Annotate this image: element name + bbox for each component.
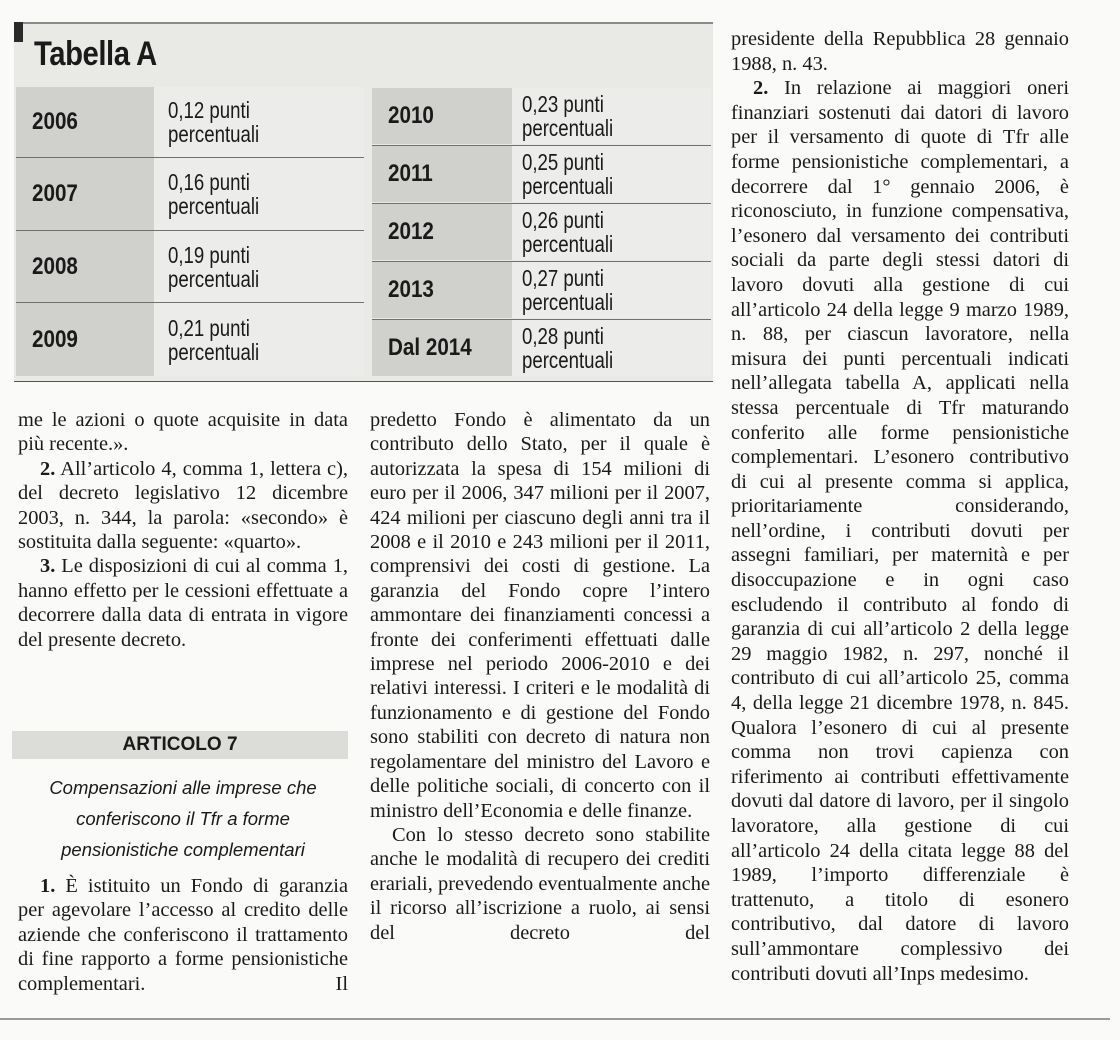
paragraph <box>18 874 348 996</box>
article-subtitle: Compensazioni alle imprese che conferiscono il Tfr a forme pensionistiche complementari <box>49 777 317 860</box>
table-bottom-rule <box>14 381 713 382</box>
table-row <box>372 262 711 318</box>
year-cell: 2011 <box>372 146 512 202</box>
table-row <box>372 320 711 376</box>
paragraph-text: In relazione ai maggiori oneri finanziari sostenuti dai datori di lavoro per il versamento di quote di Tfr alle forme pensionistiche complementari, a decorrere dal 1° gennaio 2006, è riconosciuto, in funzione compensativa, l’esonero dal versamento dei contributi sociali da parte degli stessi datori di lavoro dovuti alla gestione di cui all’articolo 24 della legge 9 marzo 1989, n. 88, per ciascun lavoratore, nella misura dei punti percentuali indicati nell’allegata tabella A, applicati nella stessa percentuale di Tfr maturando conferito alle forme pensionistiche complementari. L’esonero contributivo di cui al presente comma si applica, prioritariamente considerando, nell’ordine, i contributi dovuti per assegni familiari, per maternità e per disoccupazione e in ogni caso escludendo il contributo al fondo di garanzia di cui all’articolo 2 della legge 29 maggio 1982, n. 297, nonché il contributo di cui all’articolo 25, comma 4, della legge 21 dicembre 1978, n. 845. Qualora l’esonero di cui al presente comma non trovi capienza con riferimento ai contributi effettivamente dovuti dal datore di lavoro, per il singolo lavoratore, alla gestione di cui all’articolo 24 della citata legge 88 del 1989, l’importo differenziale è trattenuto, a titolo di esonero contributivo, dal datore di lavoro sull’ammontare complessivo dei contributi dovuti all’Inps medesimo. <box>731 77 1069 985</box>
year-cell: 2009 <box>16 303 154 376</box>
table-row <box>372 88 711 144</box>
column-3 <box>731 27 1069 986</box>
table-row <box>372 146 711 202</box>
paragraph <box>731 76 1069 986</box>
paragraph: predetto Fondo è alimentato da un contributo dello Stato, per il quale è autorizzata la spesa di 154 milioni di euro per il 2006, 347 milioni per il 2007, 424 milioni per ciascuno degli anni tra il 2008 e il 2010 e 243 milioni per il 2011, comprensivi dei costi di gestione. La garanzia del Fondo copre l’intero ammontare dei finanziamenti concessi a fronte dei conferimenti effettuati dalle imprese nel periodo 2006-2010 e dei relativi interessi. I criteri e le modalità di funzionamento e di gestione del Fondo sono stabiliti con decreto di natura non regolamentare del ministro del Lavoro e delle politiche sociali, di concerto con il ministro dell’Economia e delle finanze. <box>370 409 710 822</box>
year-cell: 2012 <box>372 204 512 260</box>
paragraph: me le azioni o quote acquisite in data più recente.». <box>18 409 348 456</box>
table-title: Tabella A <box>34 35 157 73</box>
value-cell: 0,19 punti percentuali <box>154 231 364 302</box>
tabella-a <box>14 22 713 382</box>
value-cell: 0,23 punti percentuali <box>512 88 711 144</box>
value-cell: 0,16 punti percentuali <box>154 158 364 230</box>
column-1-continued <box>18 874 348 996</box>
article-heading: ARTICOLO 7 <box>12 731 348 759</box>
value-cell: 0,25 punti percentuali <box>512 146 711 202</box>
paragraph: Con lo stesso decreto sono stabilite anche le modalità di recupero dei crediti erariali, prevedendo eventualmente anche il ricorso all’iscrizione a ruolo, ai sensi del decreto del <box>370 823 710 944</box>
paragraph-number: 3. <box>40 555 56 578</box>
paragraph-text: Le disposizioni di cui al comma 1, hanno effetto per le cessioni effettuate a decorrere dalla data di entrata in vigore del presente decreto. <box>18 555 348 651</box>
year-cell: 2006 <box>16 87 154 157</box>
paragraph-number: 2. <box>40 457 56 480</box>
value-cell: 0,28 punti percentuali <box>512 320 711 376</box>
paragraph-text: All’articolo 4, comma 1, lettera c), del decreto legislativo 12 dicembre 2003, n. 344, la parola: «secondo» è sostituita dalla seguente: «quarto». <box>18 457 348 554</box>
bottom-rule <box>0 1018 1110 1020</box>
paragraph-number: 1. <box>40 875 56 897</box>
paragraph-text: È istituito un Fondo di garanzia per agevolare l’accesso al credito delle aziende che conferiscono il trattamento di fine rapporto a forme pensionistiche complementari. Il <box>18 875 348 995</box>
year-cell: 2013 <box>372 262 512 318</box>
paragraph <box>18 457 348 555</box>
value-cell: 0,27 punti percentuali <box>512 262 711 318</box>
column-1 <box>18 408 348 652</box>
table-row <box>16 231 364 302</box>
value-cell: 0,26 punti percentuali <box>512 204 711 260</box>
column-2 <box>370 408 710 945</box>
value-cell: 0,21 punti percentuali <box>154 303 364 376</box>
year-cell: Dal 2014 <box>372 320 512 376</box>
year-cell: 2010 <box>372 88 512 144</box>
table-row <box>16 303 364 376</box>
value-cell: 0,12 punti percentuali <box>154 87 364 157</box>
year-cell: 2007 <box>16 158 154 230</box>
paragraph-number: 2. <box>753 77 769 100</box>
title-marker <box>14 22 23 42</box>
year-cell: 2008 <box>16 231 154 302</box>
paragraph <box>18 554 348 652</box>
table-row <box>372 204 711 260</box>
table-row <box>16 87 364 157</box>
table-row <box>16 158 364 230</box>
paragraph: presidente della Repubblica 28 gennaio 1988, n. 43. <box>731 28 1069 75</box>
